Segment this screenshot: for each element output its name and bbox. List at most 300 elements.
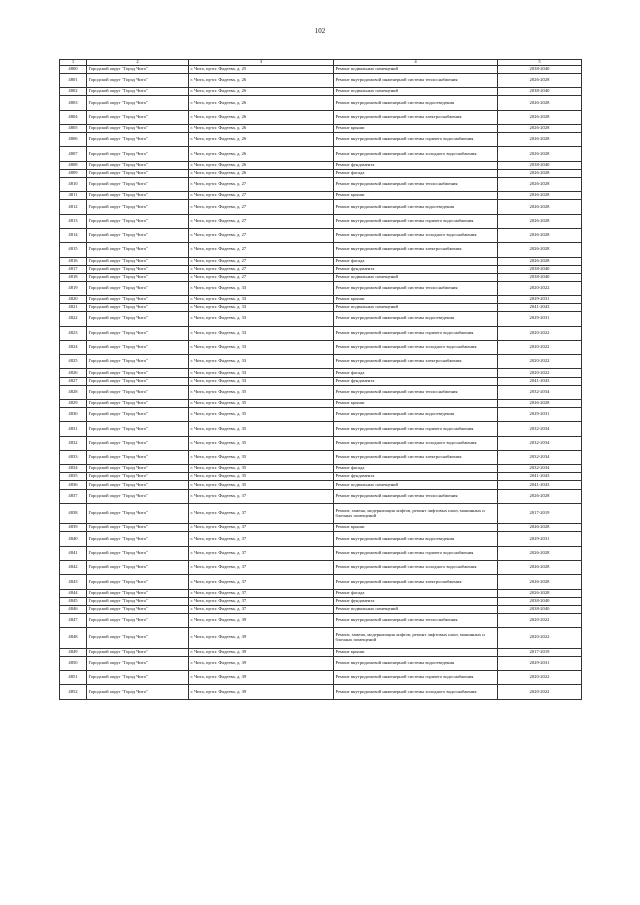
table-row — [60, 265, 582, 273]
municipality-cell: Городской округ "Город Чита" — [87, 613, 189, 627]
row-number-cell: 4824 — [60, 340, 87, 354]
municipality-cell: Городской округ "Город Чита" — [87, 340, 189, 354]
address-cell: г. Чита, пр-кт. Фадеева, д. 27 — [189, 192, 334, 200]
address-cell: г. Чита, пр-кт. Фадеева, д. 37 — [189, 489, 334, 503]
address-cell: г. Чита, пр-кт. Фадеева, д. 33 — [189, 296, 334, 304]
row-number-cell: 4835 — [60, 473, 87, 481]
address-cell: г. Чита, пр-кт. Фадеева, д. 35 — [189, 422, 334, 436]
address-cell: г. Чита, пр-кт. Фадеева, д. 33 — [189, 326, 334, 340]
table-row — [60, 273, 582, 281]
municipality-cell: Городской округ "Город Чита" — [87, 133, 189, 147]
table-row — [60, 125, 582, 133]
row-number-cell: 4810 — [60, 177, 87, 191]
row-number-cell: 4803 — [60, 96, 87, 110]
municipality-cell: Городской округ "Город Чита" — [87, 88, 189, 96]
period-cell: 2041-2043 — [498, 473, 582, 481]
municipality-cell: Городской округ "Город Чита" — [87, 312, 189, 326]
municipality-cell: Городской округ "Город Чита" — [87, 481, 189, 489]
address-cell: г. Чита, пр-кт. Фадеева, д. 26 — [189, 147, 334, 161]
municipality-cell: Городской округ "Город Чита" — [87, 656, 189, 670]
work-type-cell: Ремонт фасада — [334, 169, 498, 177]
row-number-cell: 4829 — [60, 399, 87, 407]
table-row — [60, 489, 582, 503]
table-row — [60, 214, 582, 228]
municipality-cell: Городской округ "Город Чита" — [87, 326, 189, 340]
municipality-cell: Городской округ "Город Чита" — [87, 177, 189, 191]
work-type-cell: Ремонт фундамента — [334, 265, 498, 273]
work-type-cell: Ремонт внутридомовой инженерной системы холодного водоснабжения — [334, 340, 498, 354]
table-row — [60, 377, 582, 385]
row-number-cell: 4837 — [60, 489, 87, 503]
period-cell: 2038-2040 — [498, 605, 582, 613]
address-cell: г. Чита, пр-кт. Фадеева, д. 26 — [189, 88, 334, 96]
period-cell: 2041-2043 — [498, 304, 582, 312]
table-row — [60, 74, 582, 88]
work-type-cell: Ремонт фундамента — [334, 377, 498, 385]
work-type-cell: Ремонт крыши — [334, 399, 498, 407]
table-row — [60, 326, 582, 340]
row-number-cell: 4812 — [60, 200, 87, 214]
table-row — [60, 169, 582, 177]
municipality-cell: Городской округ "Город Чита" — [87, 532, 189, 546]
period-cell: 2038-2040 — [498, 88, 582, 96]
period-cell: 2026-2028 — [498, 228, 582, 242]
address-cell: г. Чита, пр-кт. Фадеева, д. 37 — [189, 605, 334, 613]
work-type-cell: Ремонт фасада — [334, 465, 498, 473]
municipality-cell: Городской округ "Город Чита" — [87, 589, 189, 597]
period-cell: 2026-2028 — [498, 177, 582, 191]
row-number-cell: 4804 — [60, 110, 87, 124]
period-cell: 2026-2028 — [498, 169, 582, 177]
table-row — [60, 110, 582, 124]
table-row — [60, 133, 582, 147]
municipality-cell: Городской округ "Город Чита" — [87, 385, 189, 399]
row-number-cell: 4819 — [60, 281, 87, 295]
work-type-cell: Ремонт внутридомовой инженерной системы электроснабжения — [334, 243, 498, 257]
table-row — [60, 96, 582, 110]
table-row — [60, 408, 582, 422]
period-cell: 2041-2043 — [498, 377, 582, 385]
work-type-cell: Ремонт фасада — [334, 589, 498, 597]
municipality-cell: Городской округ "Город Чита" — [87, 296, 189, 304]
address-cell: г. Чита, пр-кт. Фадеева, д. 37 — [189, 546, 334, 560]
row-number-cell: 4818 — [60, 273, 87, 281]
municipality-cell: Городской округ "Город Чита" — [87, 671, 189, 685]
row-number-cell: 4831 — [60, 422, 87, 436]
address-cell: г. Чита, пр-кт. Фадеева, д. 27 — [189, 273, 334, 281]
row-number-cell: 4822 — [60, 312, 87, 326]
table-row — [60, 503, 582, 524]
row-number-cell: 4834 — [60, 465, 87, 473]
row-number-cell: 4832 — [60, 436, 87, 450]
period-cell: 2026-2028 — [498, 74, 582, 88]
period-cell: 2032-2034 — [498, 465, 582, 473]
work-type-cell: Ремонт внутридомовой инженерной системы горячего водоснабжения — [334, 214, 498, 228]
column-header-5: 5 — [498, 60, 582, 66]
period-cell: 2020-2022 — [498, 369, 582, 377]
row-number-cell: 4828 — [60, 385, 87, 399]
work-type-cell: Ремонт внутридомовой инженерной системы электроснабжения — [334, 355, 498, 369]
work-type-cell: Ремонт внутридомовой инженерной системы электроснабжения — [334, 110, 498, 124]
column-header-1: 1 — [60, 60, 87, 66]
row-number-cell: 4823 — [60, 326, 87, 340]
period-cell: 2026-2028 — [498, 257, 582, 265]
period-cell: 2017-2019 — [498, 648, 582, 656]
row-number-cell: 4826 — [60, 369, 87, 377]
column-header-4: 4 — [334, 60, 498, 66]
address-cell: г. Чита, пр-кт. Фадеева, д. 39 — [189, 613, 334, 627]
table-row — [60, 575, 582, 589]
municipality-cell: Городской округ "Город Чита" — [87, 265, 189, 273]
work-type-cell: Ремонт фундамента — [334, 473, 498, 481]
address-cell: г. Чита, пр-кт. Фадеева, д. 27 — [189, 243, 334, 257]
municipality-cell: Городской округ "Город Чита" — [87, 465, 189, 473]
address-cell: г. Чита, пр-кт. Фадеева, д. 37 — [189, 589, 334, 597]
address-cell: г. Чита, пр-кт. Фадеева, д. 39 — [189, 656, 334, 670]
row-number-cell: 4820 — [60, 296, 87, 304]
table-row — [60, 304, 582, 312]
period-cell: 2029-2031 — [498, 532, 582, 546]
table-row — [60, 147, 582, 161]
work-type-cell: Ремонт внутридомовой инженерной системы теплоснабжения — [334, 74, 498, 88]
work-type-cell: Ремонт подвальных помещений — [334, 605, 498, 613]
table-row — [60, 613, 582, 627]
work-type-cell: Ремонт внутридомовой инженерной системы водоотведения — [334, 408, 498, 422]
address-cell: г. Чита, пр-кт. Фадеева, д. 26 — [189, 161, 334, 169]
row-number-cell: 4830 — [60, 408, 87, 422]
address-cell: г. Чита, пр-кт. Фадеева, д. 26 — [189, 74, 334, 88]
work-type-cell: Ремонт крыши — [334, 192, 498, 200]
municipality-cell: Городской округ "Город Чита" — [87, 169, 189, 177]
work-type-cell: Ремонт подвальных помещений — [334, 481, 498, 489]
work-type-cell: Ремонт внутридомовой инженерной системы холодного водоснабжения — [334, 561, 498, 575]
address-cell: г. Чита, пр-кт. Фадеева, д. 26 — [189, 169, 334, 177]
municipality-cell: Городской округ "Город Чита" — [87, 96, 189, 110]
period-cell: 2026-2028 — [498, 192, 582, 200]
work-type-cell: Ремонт крыши — [334, 296, 498, 304]
municipality-cell: Городской округ "Город Чита" — [87, 524, 189, 532]
municipality-cell: Городской округ "Город Чита" — [87, 355, 189, 369]
work-type-cell: Ремонт фасада — [334, 369, 498, 377]
column-header-3: 3 — [189, 60, 334, 66]
municipality-cell: Городской округ "Город Чита" — [87, 110, 189, 124]
row-number-cell: 4807 — [60, 147, 87, 161]
table-row — [60, 355, 582, 369]
work-type-cell: Ремонт внутридомовой инженерной системы горячего водоснабжения — [334, 326, 498, 340]
municipality-cell: Городской округ "Город Чита" — [87, 575, 189, 589]
work-type-cell: Ремонт подвальных помещений — [334, 66, 498, 74]
table-row — [60, 422, 582, 436]
work-type-cell: Ремонт, замена, модернизация лифтов, ремонт лифтовых шахт, машинных и блочных помещений — [334, 503, 498, 524]
address-cell: г. Чита, пр-кт. Фадеева, д. 35 — [189, 465, 334, 473]
municipality-cell: Городской округ "Город Чита" — [87, 489, 189, 503]
municipality-cell: Городской округ "Город Чита" — [87, 125, 189, 133]
address-cell: г. Чита, пр-кт. Фадеева, д. 27 — [189, 177, 334, 191]
row-number-cell: 4852 — [60, 685, 87, 699]
row-number-cell: 4848 — [60, 628, 87, 649]
table-row — [60, 597, 582, 605]
table-row — [60, 200, 582, 214]
period-cell: 2026-2028 — [498, 243, 582, 257]
table-row — [60, 399, 582, 407]
period-cell: 2029-2031 — [498, 656, 582, 670]
address-cell: г. Чита, пр-кт. Фадеева, д. 26 — [189, 133, 334, 147]
period-cell: 2029-2031 — [498, 408, 582, 422]
work-type-cell: Ремонт фундамента — [334, 161, 498, 169]
row-number-cell: 4806 — [60, 133, 87, 147]
row-number-cell: 4815 — [60, 243, 87, 257]
address-cell: г. Чита, пр-кт. Фадеева, д. 35 — [189, 436, 334, 450]
address-cell: г. Чита, пр-кт. Фадеева, д. 26 — [189, 110, 334, 124]
period-cell: 2026-2028 — [498, 524, 582, 532]
table-row — [60, 465, 582, 473]
period-cell: 2020-2022 — [498, 355, 582, 369]
municipality-cell: Городской округ "Город Чита" — [87, 304, 189, 312]
row-number-cell: 4844 — [60, 589, 87, 597]
period-cell: 2032-2034 — [498, 450, 582, 464]
address-cell: г. Чита, пр-кт. Фадеева, д. 27 — [189, 200, 334, 214]
row-number-cell: 4805 — [60, 125, 87, 133]
row-number-cell: 4811 — [60, 192, 87, 200]
period-cell: 2026-2028 — [498, 575, 582, 589]
municipality-cell: Городской округ "Город Чита" — [87, 273, 189, 281]
work-type-cell: Ремонт подвальных помещений — [334, 304, 498, 312]
address-cell: г. Чита, пр-кт. Фадеева, д. 33 — [189, 377, 334, 385]
period-cell: 2026-2028 — [498, 200, 582, 214]
address-cell: г. Чита, пр-кт. Фадеева, д. 33 — [189, 312, 334, 326]
work-type-cell: Ремонт подвальных помещений — [334, 88, 498, 96]
municipality-cell: Городской округ "Город Чита" — [87, 422, 189, 436]
address-cell: г. Чита, пр-кт. Фадеева, д. 37 — [189, 597, 334, 605]
row-number-cell: 4821 — [60, 304, 87, 312]
work-type-cell: Ремонт, замена, модернизация лифтов, ремонт лифтовых шахт, машинных и блочных помещений — [334, 628, 498, 649]
address-cell: г. Чита, пр-кт. Фадеева, д. 27 — [189, 228, 334, 242]
period-cell: 2020-2022 — [498, 326, 582, 340]
row-number-cell: 4841 — [60, 546, 87, 560]
table-row — [60, 589, 582, 597]
row-number-cell: 4801 — [60, 74, 87, 88]
municipality-cell: Городской округ "Город Чита" — [87, 192, 189, 200]
period-cell: 2026-2028 — [498, 214, 582, 228]
row-number-cell: 4814 — [60, 228, 87, 242]
table-row — [60, 671, 582, 685]
work-type-cell: Ремонт внутридомовой инженерной системы горячего водоснабжения — [334, 133, 498, 147]
table-row — [60, 177, 582, 191]
table-row — [60, 243, 582, 257]
address-cell: г. Чита, пр-кт. Фадеева, д. 33 — [189, 355, 334, 369]
row-number-cell: 4836 — [60, 481, 87, 489]
table-row — [60, 340, 582, 354]
row-number-cell: 4842 — [60, 561, 87, 575]
work-type-cell: Ремонт внутридомовой инженерной системы горячего водоснабжения — [334, 671, 498, 685]
work-type-cell: Ремонт внутридомовой инженерной системы водоотведения — [334, 200, 498, 214]
table-body — [60, 66, 582, 700]
address-cell: г. Чита, пр-кт. Фадеева, д. 35 — [189, 481, 334, 489]
municipality-cell: Городской округ "Город Чита" — [87, 473, 189, 481]
table-row — [60, 228, 582, 242]
row-number-cell: 4802 — [60, 88, 87, 96]
address-cell: г. Чита, пр-кт. Фадеева, д. 35 — [189, 408, 334, 422]
row-number-cell: 4839 — [60, 524, 87, 532]
address-cell: г. Чита, пр-кт. Фадеева, д. 25 — [189, 66, 334, 74]
period-cell: 2020-2022 — [498, 613, 582, 627]
period-cell: 2026-2028 — [498, 110, 582, 124]
table-row — [60, 532, 582, 546]
address-cell: г. Чита, пр-кт. Фадеева, д. 39 — [189, 648, 334, 656]
row-number-cell: 4847 — [60, 613, 87, 627]
address-cell: г. Чита, пр-кт. Фадеева, д. 39 — [189, 628, 334, 649]
table-row — [60, 257, 582, 265]
table-row — [60, 450, 582, 464]
table-row — [60, 296, 582, 304]
work-type-cell: Ремонт внутридомовой инженерной системы теплоснабжения — [334, 177, 498, 191]
table-row — [60, 648, 582, 656]
municipality-cell: Городской округ "Город Чита" — [87, 399, 189, 407]
work-type-cell: Ремонт внутридомовой инженерной системы водоотведения — [334, 656, 498, 670]
period-cell: 2038-2040 — [498, 273, 582, 281]
address-cell: г. Чита, пр-кт. Фадеева, д. 33 — [189, 304, 334, 312]
table-row — [60, 436, 582, 450]
municipality-cell: Городской округ "Город Чита" — [87, 648, 189, 656]
period-cell: 2026-2028 — [498, 96, 582, 110]
row-number-cell: 4849 — [60, 648, 87, 656]
row-number-cell: 4833 — [60, 450, 87, 464]
period-cell: 2032-2034 — [498, 436, 582, 450]
period-cell: 2038-2040 — [498, 597, 582, 605]
period-cell: 2026-2028 — [498, 399, 582, 407]
municipality-cell: Городской округ "Город Чита" — [87, 228, 189, 242]
row-number-cell: 4850 — [60, 656, 87, 670]
work-type-cell: Ремонт внутридомовой инженерной системы электроснабжения — [334, 575, 498, 589]
register-table — [59, 59, 582, 700]
municipality-cell: Городской округ "Город Чита" — [87, 561, 189, 575]
table-row — [60, 605, 582, 613]
row-number-cell: 4808 — [60, 161, 87, 169]
address-cell: г. Чита, пр-кт. Фадеева, д. 27 — [189, 265, 334, 273]
municipality-cell: Городской округ "Город Чита" — [87, 200, 189, 214]
row-number-cell: 4800 — [60, 66, 87, 74]
work-type-cell: Ремонт внутридомовой инженерной системы холодного водоснабжения — [334, 228, 498, 242]
period-cell: 2020-2022 — [498, 671, 582, 685]
municipality-cell: Городской округ "Город Чита" — [87, 369, 189, 377]
period-cell: 2026-2028 — [498, 546, 582, 560]
table-row — [60, 685, 582, 699]
period-cell: 2020-2022 — [498, 685, 582, 699]
municipality-cell: Городской округ "Город Чита" — [87, 450, 189, 464]
municipality-cell: Городской округ "Город Чита" — [87, 628, 189, 649]
work-type-cell: Ремонт подвальных помещений — [334, 273, 498, 281]
table-row — [60, 312, 582, 326]
table-row — [60, 66, 582, 74]
address-cell: г. Чита, пр-кт. Фадеева, д. 37 — [189, 575, 334, 589]
work-type-cell: Ремонт внутридомовой инженерной системы водоотведения — [334, 532, 498, 546]
municipality-cell: Городской округ "Город Чита" — [87, 257, 189, 265]
address-cell: г. Чита, пр-кт. Фадеева, д. 33 — [189, 369, 334, 377]
period-cell: 2041-2043 — [498, 481, 582, 489]
municipality-cell: Городской округ "Город Чита" — [87, 436, 189, 450]
municipality-cell: Городской округ "Город Чита" — [87, 605, 189, 613]
work-type-cell: Ремонт внутридомовой инженерной системы теплоснабжения — [334, 281, 498, 295]
table-row — [60, 281, 582, 295]
municipality-cell: Городской округ "Город Чита" — [87, 243, 189, 257]
row-number-cell: 4846 — [60, 605, 87, 613]
municipality-cell: Городской округ "Город Чита" — [87, 214, 189, 228]
address-cell: г. Чита, пр-кт. Фадеева, д. 33 — [189, 340, 334, 354]
municipality-cell: Городской округ "Город Чита" — [87, 281, 189, 295]
row-number-cell: 4825 — [60, 355, 87, 369]
period-cell: 2020-2022 — [498, 281, 582, 295]
period-cell: 2032-2034 — [498, 385, 582, 399]
address-cell: г. Чита, пр-кт. Фадеева, д. 37 — [189, 532, 334, 546]
period-cell: 2032-2034 — [498, 422, 582, 436]
row-number-cell: 4840 — [60, 532, 87, 546]
table-row — [60, 369, 582, 377]
period-cell: 2026-2028 — [498, 561, 582, 575]
period-cell: 2026-2028 — [498, 589, 582, 597]
municipality-cell: Городской округ "Город Чита" — [87, 147, 189, 161]
work-type-cell: Ремонт внутридомовой инженерной системы теплоснабжения — [334, 489, 498, 503]
period-cell: 2038-2040 — [498, 265, 582, 273]
work-type-cell: Ремонт внутридомовой инженерной системы теплоснабжения — [334, 385, 498, 399]
municipality-cell: Городской округ "Город Чита" — [87, 408, 189, 422]
row-number-cell: 4817 — [60, 265, 87, 273]
row-number-cell: 4827 — [60, 377, 87, 385]
table-row — [60, 628, 582, 649]
period-cell: 2026-2028 — [498, 489, 582, 503]
address-cell: г. Чита, пр-кт. Фадеева, д. 37 — [189, 524, 334, 532]
address-cell: г. Чита, пр-кт. Фадеева, д. 37 — [189, 561, 334, 575]
period-cell: 2017-2019 — [498, 503, 582, 524]
work-type-cell: Ремонт внутридомовой инженерной системы теплоснабжения — [334, 613, 498, 627]
address-cell: г. Чита, пр-кт. Фадеева, д. 26 — [189, 96, 334, 110]
period-cell: 2038-2040 — [498, 161, 582, 169]
municipality-cell: Городской округ "Город Чита" — [87, 685, 189, 699]
work-type-cell: Ремонт внутридомовой инженерной системы холодного водоснабжения — [334, 147, 498, 161]
table-row — [60, 561, 582, 575]
table-row — [60, 192, 582, 200]
row-number-cell: 4816 — [60, 257, 87, 265]
municipality-cell: Городской округ "Город Чита" — [87, 74, 189, 88]
period-cell: 2029-2031 — [498, 312, 582, 326]
municipality-cell: Городской округ "Город Чита" — [87, 597, 189, 605]
table-row — [60, 524, 582, 532]
work-type-cell: Ремонт крыши — [334, 524, 498, 532]
municipality-cell: Городской округ "Город Чита" — [87, 503, 189, 524]
period-cell: 2026-2028 — [498, 133, 582, 147]
period-cell: 2038-2040 — [498, 66, 582, 74]
row-number-cell: 4813 — [60, 214, 87, 228]
work-type-cell: Ремонт внутридомовой инженерной системы водоотведения — [334, 312, 498, 326]
work-type-cell: Ремонт внутридомовой инженерной системы холодного водоснабжения — [334, 685, 498, 699]
address-cell: г. Чита, пр-кт. Фадеева, д. 33 — [189, 281, 334, 295]
table-row — [60, 481, 582, 489]
municipality-cell: Городской округ "Город Чита" — [87, 66, 189, 74]
address-cell: г. Чита, пр-кт. Фадеева, д. 27 — [189, 257, 334, 265]
address-cell: г. Чита, пр-кт. Фадеева, д. 27 — [189, 214, 334, 228]
work-type-cell: Ремонт крыши — [334, 125, 498, 133]
table-row — [60, 656, 582, 670]
work-type-cell: Ремонт внутридомовой инженерной системы водоотведения — [334, 96, 498, 110]
table-row — [60, 161, 582, 169]
period-cell: 2029-2031 — [498, 296, 582, 304]
table-row — [60, 88, 582, 96]
address-cell: г. Чита, пр-кт. Фадеева, д. 35 — [189, 450, 334, 464]
row-number-cell: 4845 — [60, 597, 87, 605]
address-cell: г. Чита, пр-кт. Фадеева, д. 26 — [189, 125, 334, 133]
row-number-cell: 4843 — [60, 575, 87, 589]
column-header-2: 2 — [87, 60, 189, 66]
municipality-cell: Городской округ "Город Чита" — [87, 546, 189, 560]
